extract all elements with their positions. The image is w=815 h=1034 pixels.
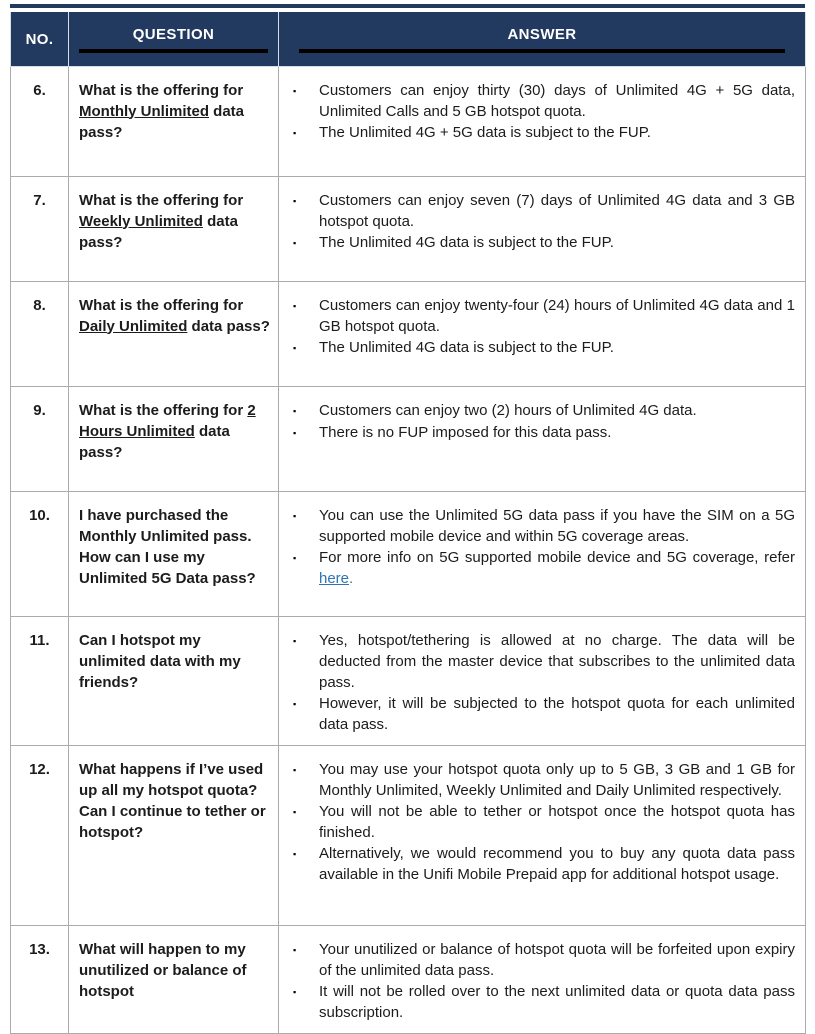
header-question-underline xyxy=(79,49,268,53)
answer-item xyxy=(293,232,795,254)
answer-item xyxy=(293,693,795,735)
text-segment: What is the offering for xyxy=(79,191,244,209)
answer-text xyxy=(319,759,795,801)
row-number: 6. xyxy=(11,66,69,176)
text-segment: What will happen to my unutilized or balance of hotspot xyxy=(79,940,247,1000)
bullet-icon: ▪ xyxy=(293,427,297,438)
text-segment: What is the offering for xyxy=(79,81,244,99)
text-segment: Alternatively, we would recommend you to buy any quota data pass available in the Unifi Mobile Prepaid app for additional hotspot usage. xyxy=(319,844,795,883)
answer-cell xyxy=(279,616,806,745)
header-question-label: QUESTION xyxy=(132,26,215,44)
answer-cell xyxy=(279,281,806,386)
answer-item xyxy=(293,547,795,589)
text-segment: Customers can enjoy thirty (30) days of Unlimited 4G + 5G data, Unlimited Calls and 5 GB hotspot quota. xyxy=(319,81,795,120)
bullet-icon: ▪ xyxy=(293,127,297,138)
answer-item xyxy=(293,981,795,1023)
table-header xyxy=(11,12,806,66)
text-segment: What is the offering for xyxy=(79,296,244,314)
text-segment: I have purchased the Monthly Unlimited pass. How can I use my Unlimited 5G Data pass? xyxy=(79,506,256,587)
table-row xyxy=(11,281,806,386)
answer-text xyxy=(319,295,795,337)
bullet-icon: ▪ xyxy=(293,237,297,248)
bullet-icon: ▪ xyxy=(293,764,297,775)
question-cell xyxy=(69,616,279,745)
text-segment: The Unlimited 4G data is subject to the FUP. xyxy=(319,338,614,356)
row-number: 12. xyxy=(11,745,69,925)
text-segment: Your unutilized or balance of hotspot quota will be forfeited upon expiry of the unlimited data pass. xyxy=(319,940,795,979)
answer-item xyxy=(293,295,795,337)
answer-item xyxy=(293,80,795,122)
text-segment: Customers can enjoy two (2) hours of Unlimited 4G data. xyxy=(319,401,697,419)
row-number: 9. xyxy=(11,386,69,491)
underlined-text: Weekly Unlimited xyxy=(79,212,203,230)
answer-text xyxy=(319,843,795,885)
answer-cell xyxy=(279,66,806,176)
header-row xyxy=(11,12,806,66)
text-segment: Customers can enjoy seven (7) days of Unlimited 4G data and 3 GB hotspot quota. xyxy=(319,191,795,230)
answer-cell xyxy=(279,176,806,281)
table-row xyxy=(11,176,806,281)
text-segment: You can use the Unlimited 5G data pass if you have the SIM on a 5G supported mobile device and within 5G coverage areas. xyxy=(319,506,795,545)
table-row xyxy=(11,616,806,745)
header-no xyxy=(11,12,69,66)
bullet-icon: ▪ xyxy=(293,944,297,955)
row-number: 10. xyxy=(11,491,69,616)
bullet-icon: ▪ xyxy=(293,342,297,353)
text-segment: Yes, hotspot/tethering is allowed at no charge. The data will be deducted from the master device that subscribes to the unlimited data pass. xyxy=(319,631,795,691)
table-row xyxy=(11,491,806,616)
answer-text xyxy=(319,939,795,981)
text-segment: data pass? xyxy=(187,317,270,335)
text-segment: You may use your hotspot quota only up to 5 GB, 3 GB and 1 GB for Monthly Unlimited, Weekly Unlimited and Daily Unlimited respectively. xyxy=(319,760,795,799)
underlined-text: Daily Unlimited xyxy=(79,317,188,335)
answer-cell xyxy=(279,386,806,491)
header-answer-label: ANSWER xyxy=(507,26,577,44)
question-cell xyxy=(69,925,279,1033)
text-segment: Can I hotspot my unlimited data with my friends? xyxy=(79,631,241,691)
answer-item xyxy=(293,759,795,801)
bullet-icon: ▪ xyxy=(293,698,297,709)
answer-text xyxy=(319,981,795,1023)
text-segment: data pass? xyxy=(79,422,230,461)
text-segment: However, it will be subjected to the hotspot quota for each unlimited data pass. xyxy=(319,694,795,733)
answer-text xyxy=(319,693,795,735)
header-question xyxy=(69,12,279,66)
text-segment: What is the offering for xyxy=(79,401,248,419)
question-cell xyxy=(69,176,279,281)
text-segment: The Unlimited 4G data is subject to the FUP. xyxy=(319,233,614,251)
header-no-label: NO. xyxy=(25,31,54,49)
row-number: 8. xyxy=(11,281,69,386)
text-segment: . xyxy=(349,569,354,587)
answer-cell xyxy=(279,745,806,925)
question-cell xyxy=(69,745,279,925)
question-cell xyxy=(69,386,279,491)
header-answer-underline xyxy=(299,49,786,53)
table-row xyxy=(11,386,806,491)
answer-text xyxy=(319,122,795,143)
answer-text xyxy=(319,232,795,253)
bullet-icon: ▪ xyxy=(293,300,297,311)
underlined-text: 2 Hours Unlimited xyxy=(79,401,256,440)
table-row xyxy=(11,925,806,1033)
top-rule xyxy=(10,4,805,8)
table-row xyxy=(11,66,806,176)
text-segment: The Unlimited 4G + 5G data is subject to the FUP. xyxy=(319,123,651,141)
bullet-icon: ▪ xyxy=(293,986,297,997)
answer-text xyxy=(319,80,795,122)
answer-item xyxy=(293,337,795,359)
text-segment: What happens if I’ve used up all my hotspot quota? Can I continue to tether or hotspot? xyxy=(79,760,266,841)
here-link[interactable]: here xyxy=(319,569,350,587)
text-segment: It will not be rolled over to the next unlimited data or quota data pass subscription. xyxy=(319,982,795,1021)
text-segment: Customers can enjoy twenty-four (24) hours of Unlimited 4G data and 1 GB hotspot quota. xyxy=(319,296,795,335)
row-number: 13. xyxy=(11,925,69,1033)
faq-table-body xyxy=(11,66,806,1033)
answer-text xyxy=(319,422,795,443)
answer-item xyxy=(293,422,795,444)
answer-cell xyxy=(279,925,806,1033)
answer-text xyxy=(319,400,795,421)
text-segment: For more info on 5G supported mobile device and 5G coverage, refer xyxy=(319,548,795,566)
bullet-icon: ▪ xyxy=(293,806,297,817)
text-segment: data pass? xyxy=(79,102,245,141)
answer-text xyxy=(319,337,795,358)
answer-item xyxy=(293,505,795,547)
bullet-icon: ▪ xyxy=(293,635,297,646)
row-number: 7. xyxy=(11,176,69,281)
answer-item xyxy=(293,843,795,885)
answer-cell xyxy=(279,491,806,616)
answer-item xyxy=(293,630,795,693)
answer-text xyxy=(319,630,795,693)
answer-item xyxy=(293,122,795,144)
bullet-icon: ▪ xyxy=(293,552,297,563)
text-segment: data pass? xyxy=(79,212,238,251)
answer-item xyxy=(293,939,795,981)
answer-text xyxy=(319,505,795,547)
underlined-text: Monthly Unlimited xyxy=(79,102,209,120)
answer-text xyxy=(319,190,795,232)
answer-item xyxy=(293,190,795,232)
bullet-icon: ▪ xyxy=(293,85,297,96)
bullet-icon: ▪ xyxy=(293,510,297,521)
row-number: 11. xyxy=(11,616,69,745)
answer-text xyxy=(319,801,795,843)
bullet-icon: ▪ xyxy=(293,848,297,859)
table-row xyxy=(11,745,806,925)
bullet-icon: ▪ xyxy=(293,405,297,416)
bullet-icon: ▪ xyxy=(293,195,297,206)
answer-text xyxy=(319,547,795,589)
answer-item xyxy=(293,801,795,843)
text-segment: You will not be able to tether or hotspot once the hotspot quota has finished. xyxy=(319,802,795,841)
question-cell xyxy=(69,66,279,176)
faq-table xyxy=(10,12,806,1034)
question-cell xyxy=(69,281,279,386)
answer-item xyxy=(293,400,795,422)
header-answer xyxy=(279,12,806,66)
text-segment: There is no FUP imposed for this data pass. xyxy=(319,423,612,441)
question-cell xyxy=(69,491,279,616)
